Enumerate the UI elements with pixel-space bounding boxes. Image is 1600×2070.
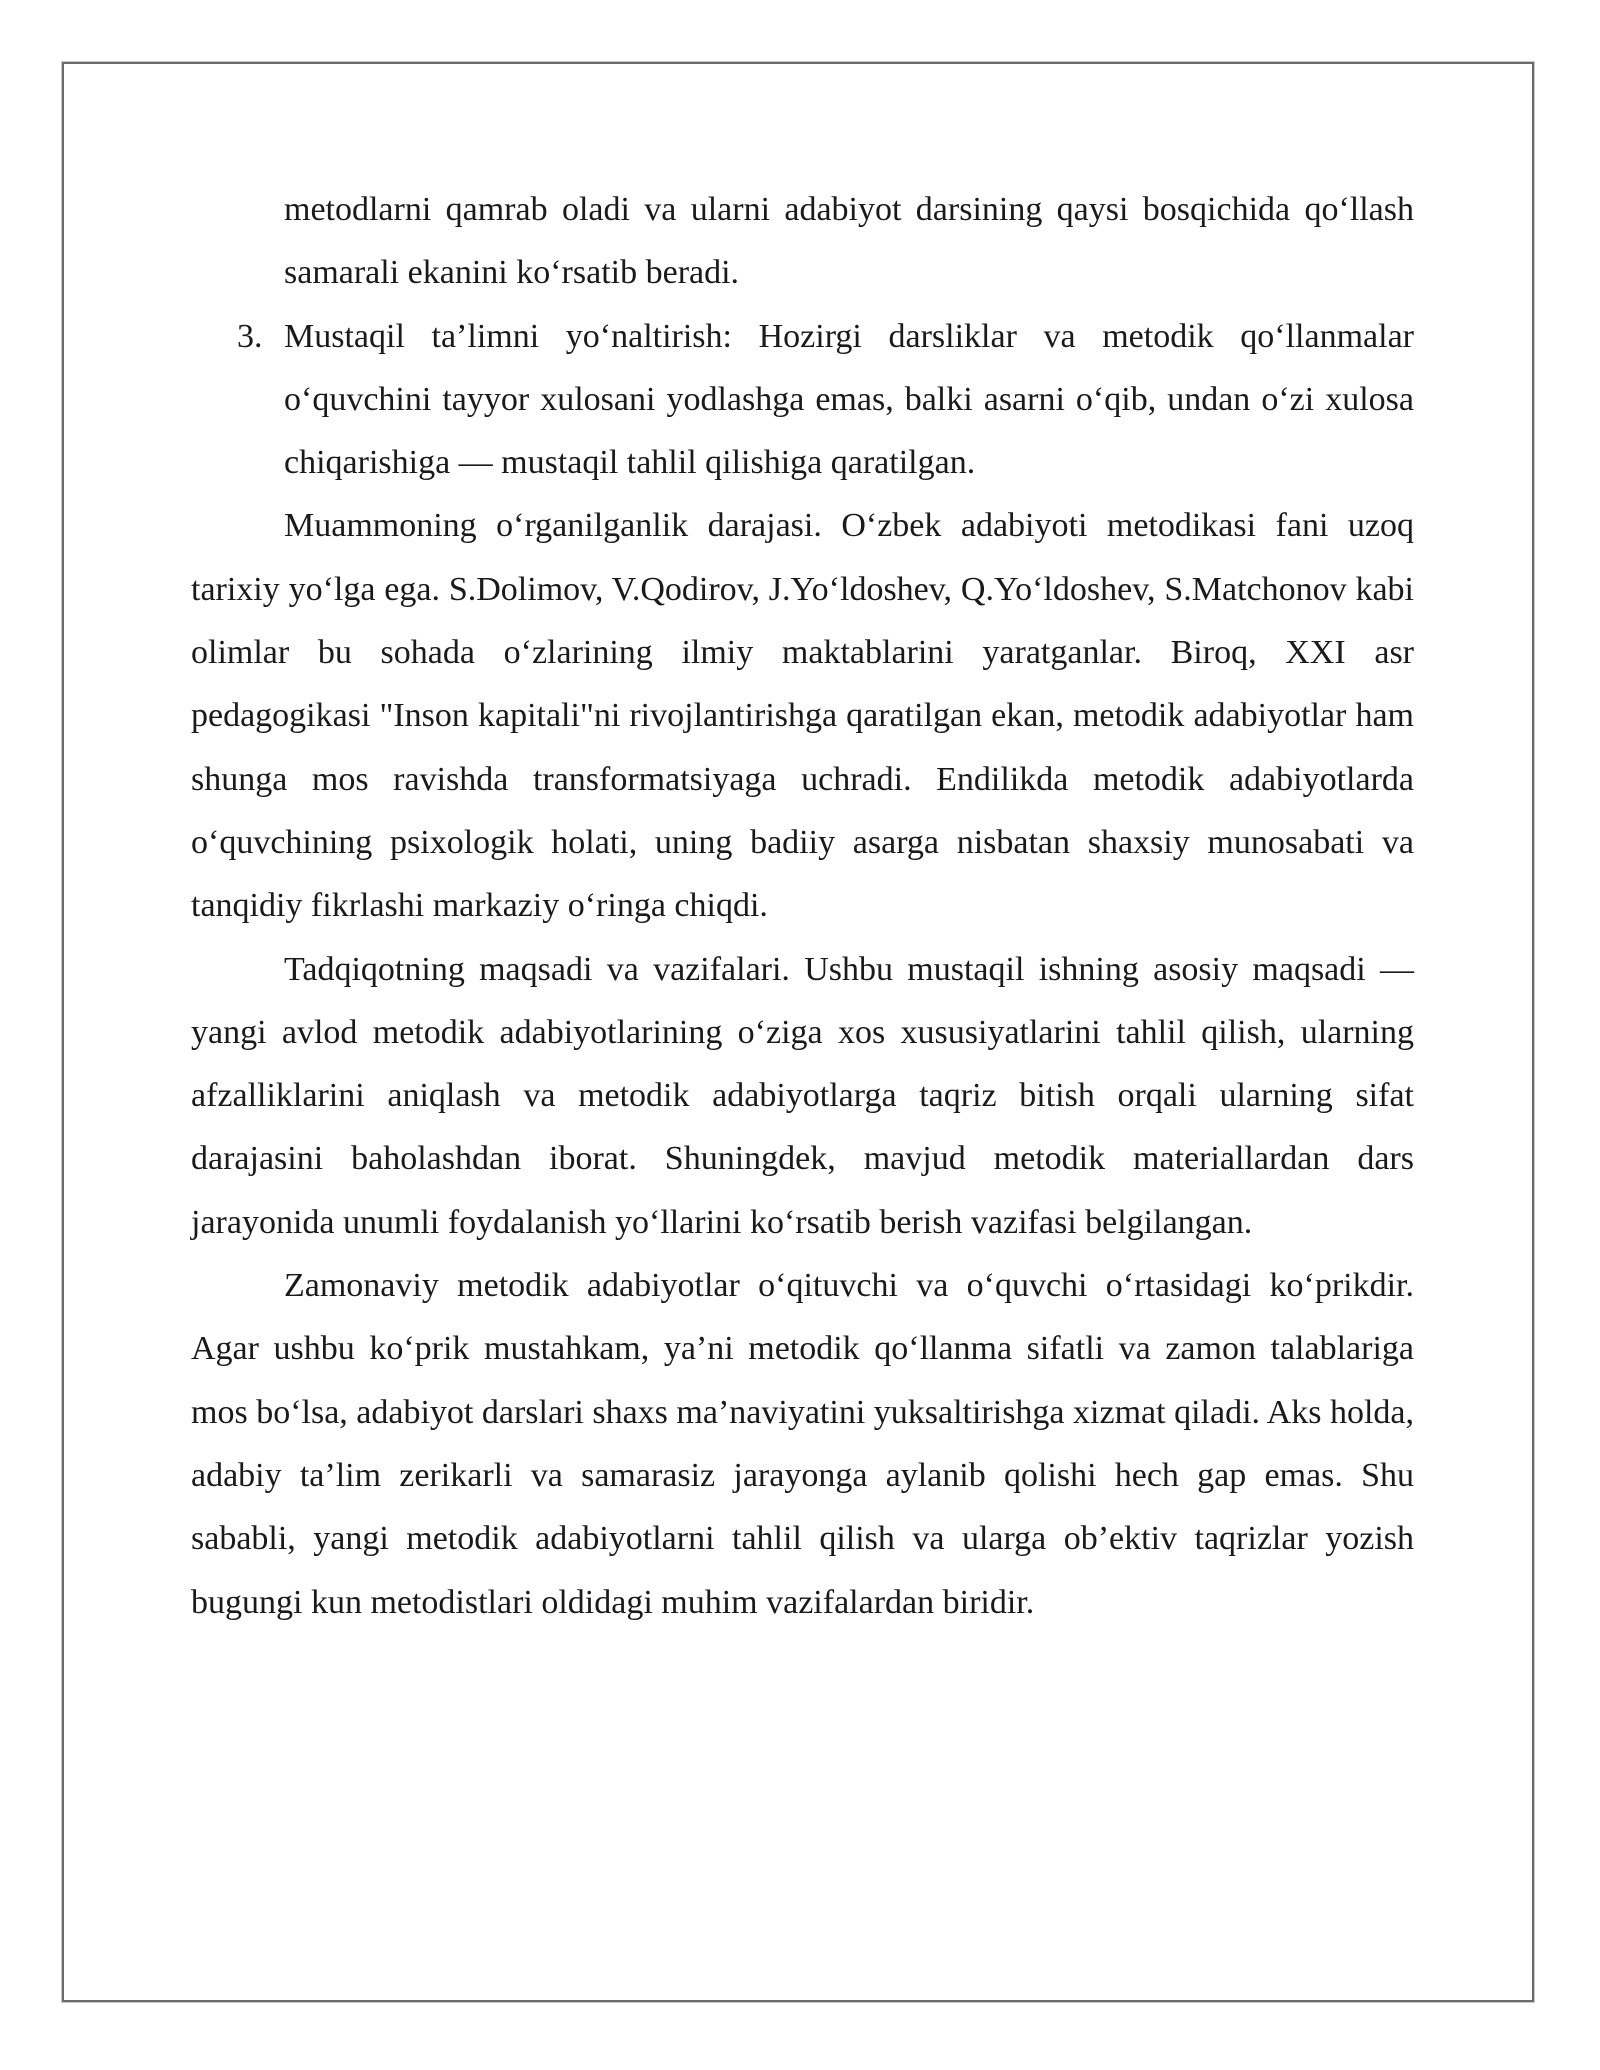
- paragraph-goals-tasks: Tadqiqotning maqsadi va vazifalari. Ushbu mustaqil ishning asosiy maqsadi — yangi avlod metodik adabiyotlarining o‘ziga xos xususiyatlarini tahlil qilish, ularning afzalliklarini aniqlash va metodik adabiyotlarga taqriz bitish orqali ularning sifat darajasini baholashdan iborat. Shuningdek, mavjud metodik materiallardan dars jarayonida unumli foydalanish yo‘llarini ko‘rsatib berish vazifasi belgilangan.: [191, 950, 1414, 1241]
- list-number: 3.: [237, 317, 263, 355]
- paragraph-research-level: Muammoning o‘rganilganlik darajasi. O‘zbek adabiyoti metodikasi fani uzoq tarixiy yo‘lga ega. S.Dolimov, V.Qodirov, J.Yo‘ldoshev, Q.Yo‘ldoshev, S.Matchonov kabi olimlar bu sohada o‘zlarining ilmiy maktablarini yaratganlar. Biroq, XXI asr pedagogikasi "Inson kapitali"ni rivojlantirishga qaratilgan ekan, metodik adabiyotlar ham shunga mos ravishda transformatsiyaga uchradi. Endilikda metodik adabiyotlarda o‘quvchining psixologik holati, uning badiiy asarga nisbatan shaxsiy munosabati va tanqidiy fikrlashi markaziy o‘ringa chiqdi.: [191, 507, 1414, 925]
- list-item-continuation: metodlarni qamrab oladi va ularni adabiyot darsining qaysi bosqichida qo‘llash samarali ekanini ko‘rsatib beradi.: [284, 191, 1414, 292]
- page-frame: [62, 62, 1534, 2002]
- document-body: [191, 178, 1414, 1634]
- list-item-3: [191, 305, 1414, 495]
- paragraph-conclusion: Zamonaviy metodik adabiyotlar o‘qituvchi va o‘quvchi o‘rtasidagi ko‘prikdir. Agar ushbu ko‘prik mustahkam, ya’ni metodik qo‘llanma sifatli va zamon talablariga mos bo‘lsa, adabiyot darslari shaxs ma’naviyatini yuksaltirishga xizmat qiladi. Aks holda, adabiy ta’lim zerikarli va samarasiz jarayonga aylanib qolishi hech gap emas. Shu sababli, yangi metodik adabiyotlarni tahlil qilish va ularga ob’ektiv taqrizlar yozish bugungi kun metodistlari oldidagi muhim vazifalardan biridir.: [191, 1267, 1414, 1621]
- list-item-text: Mustaqil ta’limni yo‘naltirish: Hozirgi darsliklar va metodik qo‘llanmalar o‘quvchini tayyor xulosani yodlashga emas, balki asarni o‘qib, undan o‘zi xulosa chiqarishiga — mustaqil tahlil qilishiga qaratilgan.: [284, 317, 1414, 482]
